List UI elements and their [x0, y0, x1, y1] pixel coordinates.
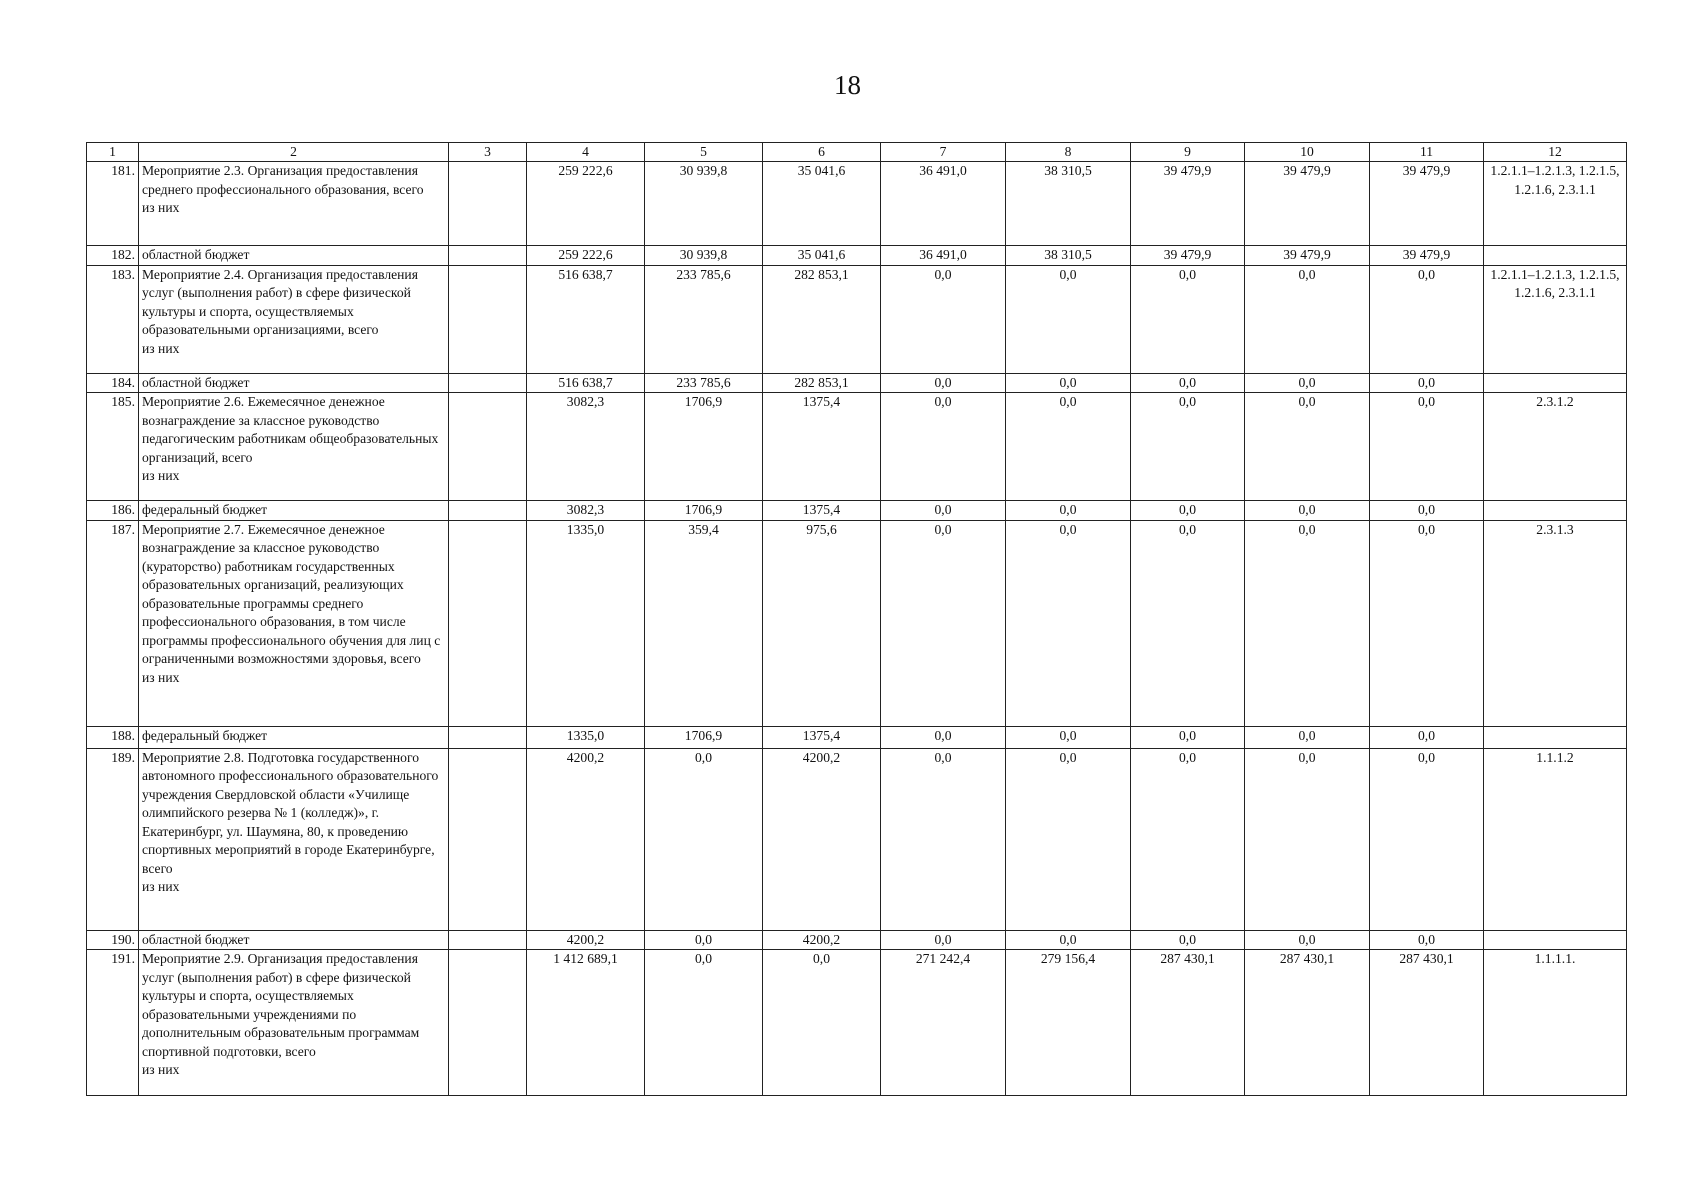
row-number: 185.: [87, 393, 139, 501]
row-value: 0,0: [1245, 265, 1370, 373]
row-value: 1706,9: [645, 393, 763, 501]
row-value: 0,0: [645, 748, 763, 930]
row-value: 0,0: [1131, 265, 1245, 373]
row-value: 259 222,6: [527, 162, 645, 246]
row-name: Мероприятие 2.6. Ежемесячное денежное вознаграждение за классное руководство педагогическим работникам общеобразовательных организаций, всего из них: [139, 393, 449, 501]
row-name: Мероприятие 2.3. Организация предоставления среднего профессионального образования, всего из них: [139, 162, 449, 246]
row-value: 0,0: [1131, 373, 1245, 393]
row-value: 4200,2: [763, 930, 881, 950]
header-cell: 1: [87, 143, 139, 162]
header-cell: 8: [1006, 143, 1131, 162]
row-number: 187.: [87, 520, 139, 726]
row-value: 3082,3: [527, 501, 645, 521]
row-name: областной бюджет: [139, 373, 449, 393]
row-value: 39 479,9: [1370, 246, 1484, 266]
row-target: 2.3.1.2: [1484, 393, 1627, 501]
header-cell: 11: [1370, 143, 1484, 162]
row-target: [1484, 726, 1627, 748]
table-row: [87, 726, 1627, 748]
header-cell: 3: [449, 143, 527, 162]
row-value: 359,4: [645, 520, 763, 726]
header-cell: 2: [139, 143, 449, 162]
row-value: 271 242,4: [881, 950, 1006, 1096]
table-row: [87, 373, 1627, 393]
row-value: 39 479,9: [1131, 162, 1245, 246]
row-value: 35 041,6: [763, 162, 881, 246]
row-value: 0,0: [1370, 265, 1484, 373]
row-value: 1706,9: [645, 501, 763, 521]
row-col3: [449, 501, 527, 521]
row-value: 1335,0: [527, 726, 645, 748]
table-row: [87, 950, 1627, 1096]
row-value: 0,0: [645, 950, 763, 1096]
row-col3: [449, 246, 527, 266]
row-value: 0,0: [1370, 726, 1484, 748]
row-name: федеральный бюджет: [139, 726, 449, 748]
row-col3: [449, 726, 527, 748]
row-value: 35 041,6: [763, 246, 881, 266]
row-target: [1484, 930, 1627, 950]
table-row: [87, 520, 1627, 726]
row-value: 0,0: [881, 748, 1006, 930]
row-value: 0,0: [1006, 501, 1131, 521]
row-value: 0,0: [1131, 393, 1245, 501]
row-value: 0,0: [1245, 520, 1370, 726]
row-value: 0,0: [1131, 501, 1245, 521]
header-cell: 7: [881, 143, 1006, 162]
row-value: 30 939,8: [645, 246, 763, 266]
row-target: 1.1.1.2: [1484, 748, 1627, 930]
row-value: 0,0: [881, 393, 1006, 501]
row-value: 282 853,1: [763, 373, 881, 393]
row-value: 279 156,4: [1006, 950, 1131, 1096]
table-row: [87, 162, 1627, 246]
row-value: 36 491,0: [881, 246, 1006, 266]
row-target: [1484, 373, 1627, 393]
row-value: 0,0: [1245, 501, 1370, 521]
row-name: Мероприятие 2.8. Подготовка государственного автономного профессионального образовательного учреждения Свердловской области «Училище олимпийского резерва № 1 (колледж)», г. Екатеринбург, ул. Шаумяна, 80, к проведению спортивных мероприятий в городе Екатеринбурге, всего из них: [139, 748, 449, 930]
row-target: 2.3.1.3: [1484, 520, 1627, 726]
row-value: 0,0: [1006, 373, 1131, 393]
row-value: 1 412 689,1: [527, 950, 645, 1096]
row-value: 4200,2: [763, 748, 881, 930]
row-col3: [449, 748, 527, 930]
row-value: 38 310,5: [1006, 162, 1131, 246]
table-row: [87, 930, 1627, 950]
row-value: 233 785,6: [645, 373, 763, 393]
row-number: 189.: [87, 748, 139, 930]
header-row: [87, 143, 1627, 162]
row-col3: [449, 265, 527, 373]
row-value: 0,0: [1131, 930, 1245, 950]
row-value: 516 638,7: [527, 373, 645, 393]
row-name: Мероприятие 2.9. Организация предоставления услуг (выполнения работ) в сфере физической культуры и спорта, осуществляемых образовательными учреждениями по дополнительным образовательным программам спортивной подготовки, всего из них: [139, 950, 449, 1096]
row-col3: [449, 520, 527, 726]
row-number: 181.: [87, 162, 139, 246]
row-value: 38 310,5: [1006, 246, 1131, 266]
row-name: областной бюджет: [139, 246, 449, 266]
row-value: 4200,2: [527, 930, 645, 950]
row-value: 0,0: [1370, 748, 1484, 930]
row-col3: [449, 373, 527, 393]
row-value: 975,6: [763, 520, 881, 726]
header-cell: 9: [1131, 143, 1245, 162]
table-row: [87, 246, 1627, 266]
row-value: 259 222,6: [527, 246, 645, 266]
row-value: 1706,9: [645, 726, 763, 748]
row-value: 0,0: [1245, 373, 1370, 393]
row-value: 30 939,8: [645, 162, 763, 246]
row-value: 36 491,0: [881, 162, 1006, 246]
row-number: 191.: [87, 950, 139, 1096]
row-target: 1.1.1.1.: [1484, 950, 1627, 1096]
row-value: 4200,2: [527, 748, 645, 930]
row-value: 0,0: [881, 373, 1006, 393]
table-row: [87, 748, 1627, 930]
header-cell: 6: [763, 143, 881, 162]
row-target: [1484, 501, 1627, 521]
row-name: Мероприятие 2.7. Ежемесячное денежное вознаграждение за классное руководство (кураторство) работникам государственных образовательных организаций, реализующих образовательные программы среднего профессионального образования, в том числе программы профессионального обучения для лиц с ограниченными возможностями здоровья, всего из них: [139, 520, 449, 726]
row-value: 0,0: [1131, 726, 1245, 748]
row-value: 0,0: [1245, 726, 1370, 748]
header-cell: 5: [645, 143, 763, 162]
row-value: 1375,4: [763, 726, 881, 748]
row-value: 39 479,9: [1370, 162, 1484, 246]
row-value: 0,0: [881, 726, 1006, 748]
row-value: 0,0: [881, 520, 1006, 726]
row-value: 0,0: [1370, 393, 1484, 501]
row-target: 1.2.1.1–1.2.1.3, 1.2.1.5, 1.2.1.6, 2.3.1.1: [1484, 265, 1627, 373]
row-value: 0,0: [881, 265, 1006, 373]
header-cell: 4: [527, 143, 645, 162]
row-col3: [449, 930, 527, 950]
header-cell: 12: [1484, 143, 1627, 162]
header-cell: 10: [1245, 143, 1370, 162]
row-value: 0,0: [1006, 520, 1131, 726]
table-row: [87, 501, 1627, 521]
row-name: областной бюджет: [139, 930, 449, 950]
row-value: 0,0: [1370, 373, 1484, 393]
row-number: 186.: [87, 501, 139, 521]
row-value: 0,0: [1131, 520, 1245, 726]
budget-table: [86, 142, 1627, 1096]
row-number: 183.: [87, 265, 139, 373]
row-value: 0,0: [1245, 748, 1370, 930]
row-value: 282 853,1: [763, 265, 881, 373]
row-value: 0,0: [1245, 393, 1370, 501]
row-value: 1335,0: [527, 520, 645, 726]
row-number: 182.: [87, 246, 139, 266]
row-value: 1375,4: [763, 501, 881, 521]
row-number: 188.: [87, 726, 139, 748]
row-name: Мероприятие 2.4. Организация предоставления услуг (выполнения работ) в сфере физической культуры и спорта, осуществляемых образовательными организациями, всего из них: [139, 265, 449, 373]
row-value: 1375,4: [763, 393, 881, 501]
row-value: 39 479,9: [1245, 162, 1370, 246]
row-value: 39 479,9: [1245, 246, 1370, 266]
row-value: 287 430,1: [1131, 950, 1245, 1096]
page-number: 18: [834, 70, 861, 100]
row-value: 0,0: [645, 930, 763, 950]
row-value: 516 638,7: [527, 265, 645, 373]
row-name: федеральный бюджет: [139, 501, 449, 521]
row-col3: [449, 393, 527, 501]
row-value: 0,0: [1370, 501, 1484, 521]
row-value: 0,0: [1370, 520, 1484, 726]
row-value: 0,0: [881, 930, 1006, 950]
row-number: 184.: [87, 373, 139, 393]
table-row: [87, 393, 1627, 501]
row-value: 287 430,1: [1370, 950, 1484, 1096]
row-value: 3082,3: [527, 393, 645, 501]
row-value: 233 785,6: [645, 265, 763, 373]
row-value: 0,0: [1370, 930, 1484, 950]
row-value: 39 479,9: [1131, 246, 1245, 266]
row-value: 0,0: [1006, 930, 1131, 950]
row-value: 287 430,1: [1245, 950, 1370, 1096]
row-value: 0,0: [1006, 265, 1131, 373]
row-col3: [449, 162, 527, 246]
row-target: [1484, 246, 1627, 266]
row-target: 1.2.1.1–1.2.1.3, 1.2.1.5, 1.2.1.6, 2.3.1.1: [1484, 162, 1627, 246]
table-row: [87, 265, 1627, 373]
row-value: 0,0: [1245, 930, 1370, 950]
row-value: 0,0: [763, 950, 881, 1096]
row-value: 0,0: [1006, 726, 1131, 748]
row-col3: [449, 950, 527, 1096]
row-value: 0,0: [1006, 748, 1131, 930]
row-number: 190.: [87, 930, 139, 950]
row-value: 0,0: [1006, 393, 1131, 501]
row-value: 0,0: [881, 501, 1006, 521]
row-value: 0,0: [1131, 748, 1245, 930]
